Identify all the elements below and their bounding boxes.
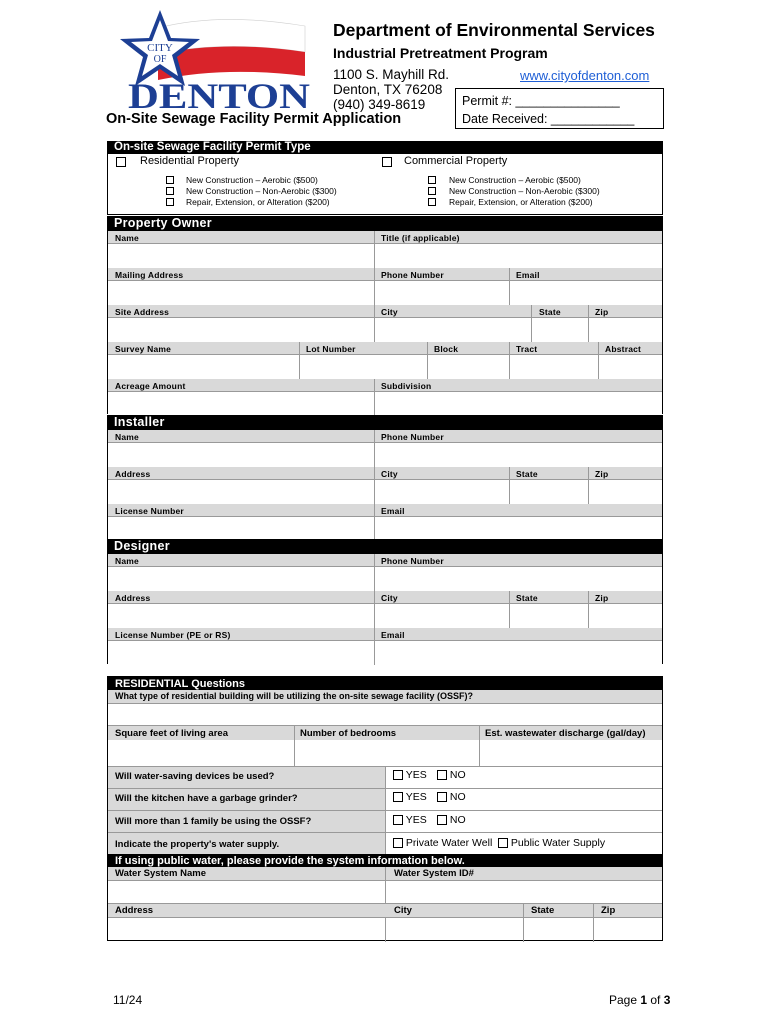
owner-site-row	[108, 317, 662, 342]
owner-title-label: Title (if applicable)	[381, 233, 460, 243]
owner-mailing-row	[108, 280, 662, 305]
designer-phone-label: Phone Number	[381, 556, 444, 566]
grinder-no-checkbox[interactable]	[437, 792, 447, 802]
ws-zip-label: Zip	[601, 905, 616, 916]
family-no-label: NO	[449, 814, 466, 826]
owner-acreage-label: Acreage Amount	[115, 381, 186, 391]
address-line-1: 1100 S. Mayhill Rd.	[333, 67, 450, 82]
property-owner-heading: Property Owner	[107, 216, 663, 230]
owner-subdivision-label: Subdivision	[381, 381, 432, 391]
public-supply-label: Public Water Supply	[510, 837, 606, 849]
res-repair-label: Repair, Extension, or Alteration ($200)	[186, 197, 330, 207]
page-of: of	[647, 993, 664, 1007]
public-supply-checkbox[interactable]	[498, 838, 508, 848]
installer-name-label: Name	[115, 432, 139, 442]
designer-city-label: City	[381, 593, 398, 603]
residential-heading: RESIDENTIAL Questions	[108, 677, 662, 690]
revision-date: 11/24	[113, 993, 143, 1007]
sqft-label: Square feet of living area	[115, 728, 228, 739]
logo-city-text: CITY	[147, 42, 173, 54]
designer-heading: Designer	[107, 539, 663, 553]
com-non-aerobic-label: New Construction – Non-Aerobic ($300)	[449, 186, 600, 196]
logo-denton-text: DENTON	[128, 76, 310, 114]
property-owner-section	[107, 230, 663, 414]
family-yes-label: YES	[405, 814, 427, 826]
installer-state-label: State	[516, 469, 538, 479]
water-system-id-label: Water System ID#	[394, 868, 474, 879]
city-of-denton-logo	[100, 6, 315, 114]
water-system-name-label: Water System Name	[115, 868, 206, 879]
residential-label: Residential Property	[140, 155, 240, 167]
residential-checkbox[interactable]	[116, 157, 126, 167]
owner-zip-label: Zip	[595, 307, 609, 317]
designer-state-label: State	[516, 593, 538, 603]
public-water-heading: If using public water, please provide the system information below.	[108, 854, 662, 867]
page-prefix: Page	[609, 993, 641, 1007]
ws-address-label: Address	[115, 905, 154, 916]
commercial-label: Commercial Property	[404, 155, 508, 167]
ws-state-label: State	[531, 905, 555, 916]
owner-survey-label: Survey Name	[115, 344, 172, 354]
designer-address-label: Address	[115, 593, 151, 603]
designer-name-label: Name	[115, 556, 139, 566]
bedrooms-label: Number of bedrooms	[300, 728, 397, 739]
phone-number: (940) 349-8619	[333, 97, 426, 112]
family-yes-checkbox[interactable]	[393, 815, 403, 825]
owner-tract-label: Tract	[516, 344, 538, 354]
owner-abstract-label: Abstract	[605, 344, 642, 354]
water-saving-question: Will water-saving devices be used?	[115, 771, 275, 782]
logo-of-text: OF	[153, 54, 167, 65]
page-number: 1	[640, 993, 648, 1007]
private-well-label: Private Water Well	[405, 837, 493, 849]
owner-name-row	[108, 243, 662, 268]
installer-license-label: License Number	[115, 506, 184, 516]
owner-site-label: Site Address	[115, 307, 170, 317]
installer-zip-label: Zip	[595, 469, 609, 479]
res-non-aerobic-label: New Construction – Non-Aerobic ($300)	[186, 186, 337, 196]
res-aerobic-label: New Construction – Aerobic ($500)	[186, 175, 318, 185]
page-total: 3	[663, 993, 671, 1007]
form-title: On-Site Sewage Facility Permit Application	[106, 111, 402, 127]
owner-email-label: Email	[516, 270, 540, 280]
installer-email-label: Email	[381, 506, 405, 516]
com-aerobic-label: New Construction – Aerobic ($500)	[449, 175, 581, 185]
grinder-yes-label: YES	[405, 791, 427, 803]
ws-city-label: City	[394, 905, 412, 916]
com-aerobic-checkbox[interactable]	[428, 176, 436, 184]
res-repair-checkbox[interactable]	[166, 198, 174, 206]
department-title: Department of Environmental Services	[333, 20, 655, 40]
designer-zip-label: Zip	[595, 593, 609, 603]
owner-phone-label: Phone Number	[381, 270, 444, 280]
owner-state-label: State	[539, 307, 561, 317]
grinder-no-label: NO	[449, 791, 466, 803]
address-line-2: Denton, TX 76208	[333, 82, 443, 97]
family-no-checkbox[interactable]	[437, 815, 447, 825]
grinder-question: Will the kitchen have a garbage grinder?	[115, 793, 298, 804]
grinder-yes-checkbox[interactable]	[393, 792, 403, 802]
website-link[interactable]: www.cityofdenton.com	[520, 68, 650, 83]
res-non-aerobic-checkbox[interactable]	[166, 187, 174, 195]
owner-survey-row	[108, 354, 662, 379]
installer-phone-label: Phone Number	[381, 432, 444, 442]
owner-acreage-row	[108, 391, 662, 415]
designer-email-label: Email	[381, 630, 405, 640]
installer-city-label: City	[381, 469, 398, 479]
owner-block-label: Block	[434, 344, 459, 354]
designer-license-label: License Number (PE or RS)	[115, 630, 231, 640]
water-saving-yes-checkbox[interactable]	[393, 770, 403, 780]
permit-number-field[interactable]: Permit #: _______________	[462, 94, 620, 108]
discharge-label: Est. wastewater discharge (gal/day)	[485, 728, 646, 739]
building-type-question: What type of residential building will be utilizing the on-site sewage facility (OSSF)?	[115, 691, 474, 701]
residential-section	[107, 676, 663, 941]
owner-lot-label: Lot Number	[306, 344, 356, 354]
date-received-field[interactable]: Date Received: ____________	[462, 112, 635, 126]
water-saving-no-checkbox[interactable]	[437, 770, 447, 780]
water-saving-no-label: NO	[449, 769, 466, 781]
owner-name-label: Name	[115, 233, 139, 243]
water-supply-question: Indicate the property's water supply.	[115, 839, 280, 850]
page-indicator	[609, 993, 670, 1007]
com-repair-label: Repair, Extension, or Alteration ($200)	[449, 197, 593, 207]
family-question: Will more than 1 family be using the OSSF?	[115, 816, 312, 827]
building-type-field[interactable]	[108, 704, 662, 725]
commercial-checkbox[interactable]	[382, 157, 392, 167]
owner-city-label: City	[381, 307, 398, 317]
com-non-aerobic-checkbox[interactable]	[428, 187, 436, 195]
installer-section	[107, 429, 663, 540]
permit-type-heading: On-site Sewage Facility Permit Type	[107, 141, 663, 154]
permit-office-box	[455, 88, 664, 129]
private-well-checkbox[interactable]	[393, 838, 403, 848]
designer-section	[107, 553, 663, 664]
program-name: Industrial Pretreatment Program	[333, 45, 548, 61]
installer-heading: Installer	[107, 415, 663, 429]
permit-type-section	[107, 154, 663, 215]
owner-mailing-label: Mailing Address	[115, 270, 184, 280]
water-saving-yes-label: YES	[405, 769, 427, 781]
installer-address-label: Address	[115, 469, 151, 479]
res-aerobic-checkbox[interactable]	[166, 176, 174, 184]
com-repair-checkbox[interactable]	[428, 198, 436, 206]
